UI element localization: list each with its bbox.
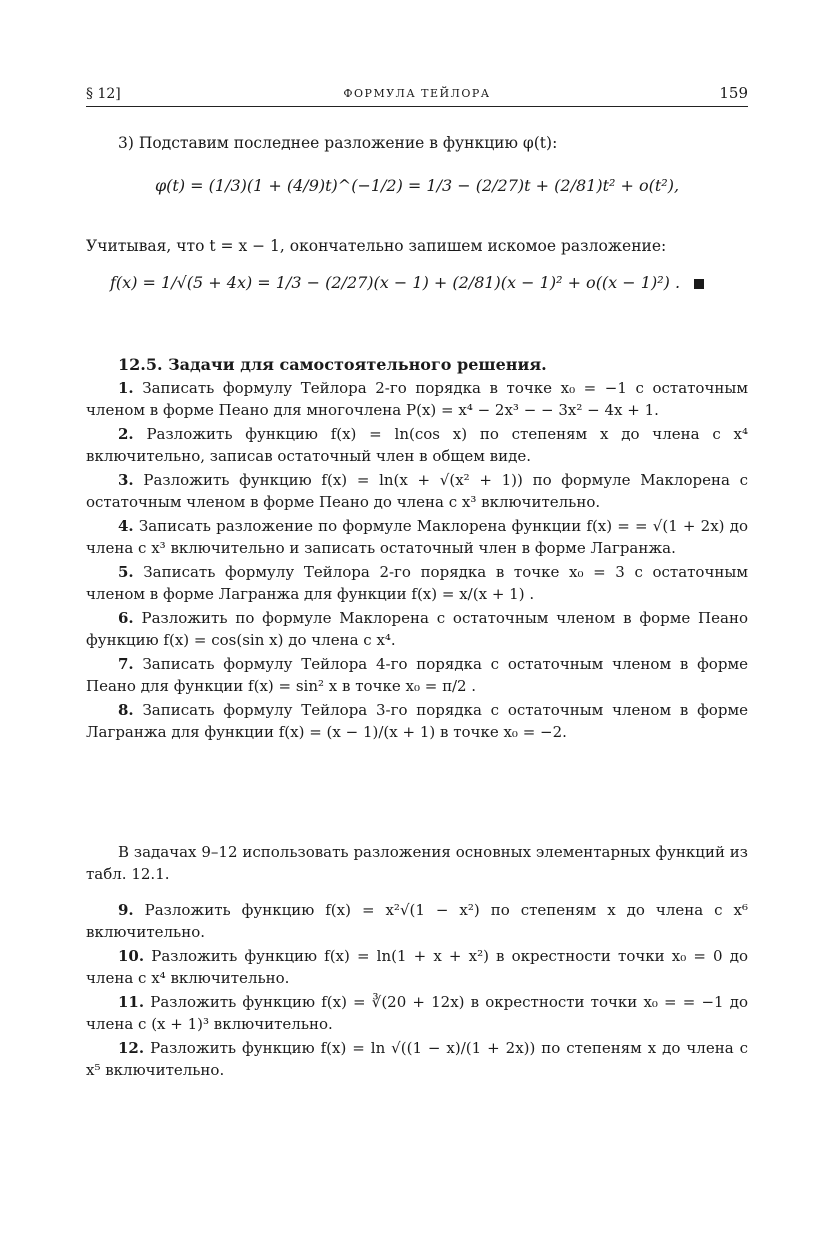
- problem-item: [86, 378, 748, 421]
- page-number: 159: [719, 84, 748, 102]
- problem-number: 4.: [118, 517, 134, 535]
- chapter-title: ФОРМУЛА ТЕЙЛОРА: [343, 87, 491, 100]
- phi-formula: φ(t) = (1/3)(1 + (4/9)t)^(−1/2) = 1/3 − (2/27)t + (2/81)t² + o(t²),: [154, 176, 680, 195]
- section-ref: § 12]: [86, 86, 121, 102]
- qed-square-icon: [694, 279, 704, 289]
- problem-item: [86, 608, 748, 651]
- problem-number: 10.: [118, 947, 145, 965]
- final-formula: [110, 272, 750, 294]
- problem-item: [86, 470, 748, 513]
- problem-item: [86, 946, 748, 989]
- problem-item: [86, 424, 748, 467]
- problem-number: 9.: [118, 901, 134, 919]
- problem-item: [86, 992, 748, 1035]
- running-head: [86, 84, 748, 107]
- problem-item: [86, 700, 748, 743]
- problem-item: [86, 562, 748, 605]
- problem-number: 12.: [118, 1039, 145, 1057]
- problems-list: [86, 378, 748, 746]
- problems-list-2: [86, 900, 748, 1084]
- problem-text: Разложить по формуле Маклорена с остаточным членом в форме Пеано функцию f(x) = cos(sin x) до члена с x⁴.: [86, 609, 748, 649]
- considering-text: Учитывая, что t = x − 1, окончательно запишем искомое разложение:: [86, 237, 667, 255]
- problem-number: 3.: [118, 471, 134, 489]
- problem-text: Разложить функцию f(x) = ∛(20 + 12x) в окрестности точки x₀ = = −1 до члена с (x + 1)³ включительно.: [86, 993, 748, 1033]
- step3-text: 3) Подставим последнее разложение в функцию φ(t):: [118, 134, 558, 152]
- problem-text: Разложить функцию f(x) = ln √((1 − x)/(1 + 2x)) по степеням x до члена с x⁵ включительно.: [86, 1039, 748, 1079]
- problem-text: Записать формулу Тейлора 2-го порядка в точке x₀ = −1 с остаточным членом в форме Пеано для многочлена P(x) = x⁴ − 2x³ − − 3x² − 4x + 1.: [86, 379, 748, 419]
- problem-number: 11.: [118, 993, 145, 1011]
- problem-text: Записать разложение по формуле Маклорена функции f(x) = = √(1 + 2x) до члена с x³ включительно и записать остаточный член в форме Лагранжа.: [86, 517, 748, 557]
- problem-number: 5.: [118, 563, 134, 581]
- problem-text: Разложить функцию f(x) = ln(cos x) по степеням x до члена с x⁴ включительно, записав остаточный член в общем виде.: [86, 425, 748, 465]
- section-title: 12.5. Задачи для самостоятельного решения.: [118, 355, 547, 374]
- problem-number: 8.: [118, 701, 134, 719]
- problem-text: Записать формулу Тейлора 4-го порядка с остаточным членом в форме Пеано для функции f(x) = sin² x в точке x₀ = π/2 .: [86, 655, 748, 695]
- problem-text: Разложить функцию f(x) = ln(1 + x + x²) в окрестности точки x₀ = 0 до члена с x⁴ включительно.: [86, 947, 748, 987]
- problem-text: Разложить функцию f(x) = ln(x + √(x² + 1)) по формуле Маклорена с остаточным членом в форме Пеано до члена с x³ включительно.: [86, 471, 748, 511]
- note-text: В задачах 9–12 использовать разложения основных элементарных функций из табл. 12.1.: [86, 843, 748, 883]
- problem-text: Разложить функцию f(x) = x²√(1 − x²) по степеням x до члена с x⁶ включительно.: [86, 901, 748, 941]
- problem-number: 7.: [118, 655, 134, 673]
- final-formula-text: f(x) = 1/√(5 + 4x) = 1/3 − (2/27)(x − 1) + (2/81)(x − 1)² + o((x − 1)²) .: [110, 273, 681, 292]
- problem-text: Записать формулу Тейлора 3-го порядка с остаточным членом в форме Лагранжа для функции f(x) = (x − 1)/(x + 1) в точке x₀ = −2.: [86, 701, 748, 741]
- problem-item: [86, 654, 748, 697]
- problem-number: 1.: [118, 379, 134, 397]
- problem-item: [86, 1038, 748, 1081]
- problem-item: [86, 516, 748, 559]
- problem-text: Записать формулу Тейлора 2-го порядка в точке x₀ = 3 с остаточным членом в форме Лагранжа для функции f(x) = x/(x + 1) .: [86, 563, 748, 603]
- problem-number: 2.: [118, 425, 134, 443]
- problem-item: [86, 900, 748, 943]
- problem-number: 6.: [118, 609, 134, 627]
